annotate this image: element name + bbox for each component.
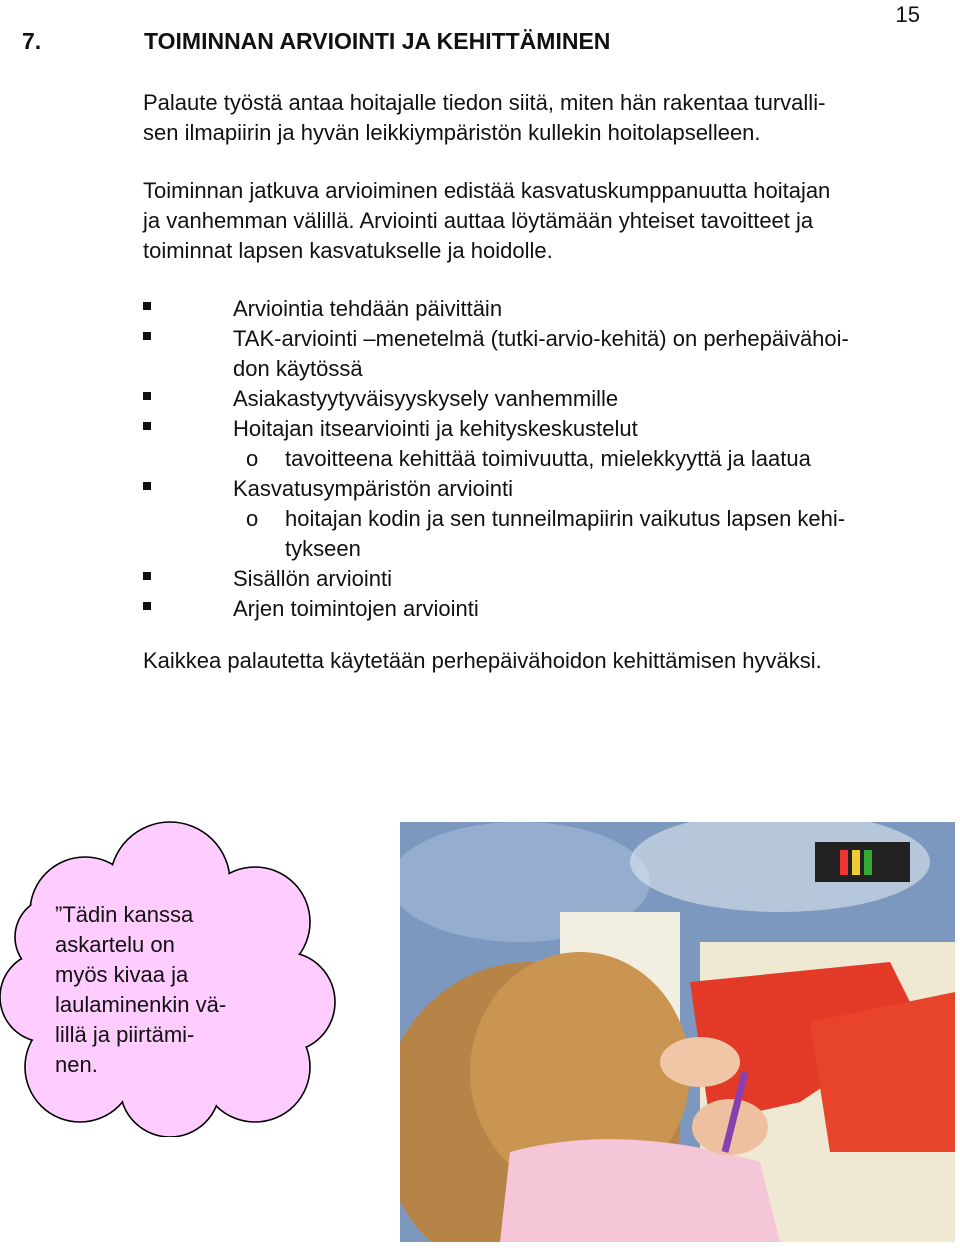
- paragraph-line: Toiminnan jatkuva arvioiminen edistää kasvatuskumppanuutta hoitajan: [143, 178, 831, 203]
- circle-bullet-icon: o: [246, 446, 259, 471]
- circle-bullet-icon: o: [246, 506, 259, 531]
- quote-text: [55, 900, 265, 1080]
- closing-paragraph: [143, 646, 943, 676]
- list-item: [143, 594, 943, 624]
- sub-list-item: [143, 504, 943, 564]
- paragraph-line: Kaikkea palautetta käytetään perhepäivähoidon kehittämisen hyväksi.: [143, 648, 822, 673]
- square-bullet-icon: [143, 572, 151, 580]
- list-item: [143, 294, 943, 324]
- square-bullet-icon: [143, 392, 151, 400]
- square-bullet-icon: [143, 302, 151, 310]
- paragraph-line: Palaute työstä antaa hoitajalle tiedon siitä, miten hän rakentaa turvalli-: [143, 90, 826, 115]
- paragraph-line: toiminnat lapsen kasvatukselle ja hoidolle.: [143, 238, 553, 263]
- sub-list-item-text: hoitajan kodin ja sen tunneilmapiirin vaikutus lapsen kehi-: [285, 506, 846, 531]
- evaluation-list: [143, 294, 943, 624]
- list-item-text: Arjen toimintojen arviointi: [233, 596, 479, 621]
- section-title: TOIMINNAN ARVIOINTI JA KEHITTÄMINEN: [144, 28, 611, 54]
- section-number: 7.: [22, 28, 42, 54]
- sub-list-item-text: tykseen: [285, 536, 361, 561]
- list-item-text: Kasvatusympäristön arviointi: [233, 476, 514, 501]
- list-item: [143, 564, 943, 594]
- square-bullet-icon: [143, 422, 151, 430]
- list-item-text: don käytössä: [233, 356, 363, 381]
- quote-line: nen.: [55, 1052, 98, 1077]
- quote-line: ”Tädin kanssa: [55, 902, 194, 927]
- list-item: [143, 324, 943, 384]
- paragraph-feedback: [143, 88, 943, 148]
- list-item-text: Hoitajan itsearviointi ja kehityskeskustelut: [233, 416, 638, 441]
- quote-line: myös kivaa ja: [55, 962, 189, 987]
- list-item-text: TAK-arviointi –menetelmä (tutki-arvio-kehitä) on perhepäivähoi-: [233, 326, 849, 351]
- square-bullet-icon: [143, 332, 151, 340]
- paragraph-line: ja vanhemman välillä. Arviointi auttaa löytämään yhteiset tavoitteet ja: [143, 208, 814, 233]
- paragraph-line: sen ilmapiirin ja hyvän leikkiympäristön kullekin hoitolapselleen.: [143, 120, 761, 145]
- page-number: 15: [895, 2, 920, 27]
- quote-line: askartelu on: [55, 932, 175, 957]
- list-item: [143, 384, 943, 414]
- sub-list-item: [143, 444, 943, 474]
- photo-illustration: [400, 822, 955, 1242]
- paragraph-evaluation: [143, 176, 943, 266]
- square-bullet-icon: [143, 602, 151, 610]
- list-item-text: Arviointia tehdään päivittäin: [233, 296, 503, 321]
- quote-line: lillä ja piirtämi-: [55, 1022, 195, 1047]
- square-bullet-icon: [143, 482, 151, 490]
- list-item: [143, 414, 943, 444]
- list-item-text: Asiakastyytyväisyyskysely vanhemmille: [233, 386, 619, 411]
- photo-child-cutting-paper: [400, 822, 955, 1242]
- list-item: [143, 474, 943, 504]
- sub-list-item-text: tavoitteena kehittää toimivuutta, mielekkyyttä ja laatua: [285, 446, 811, 471]
- list-item-text: Sisällön arviointi: [233, 566, 392, 591]
- quote-line: laulaminenkin vä-: [55, 992, 227, 1017]
